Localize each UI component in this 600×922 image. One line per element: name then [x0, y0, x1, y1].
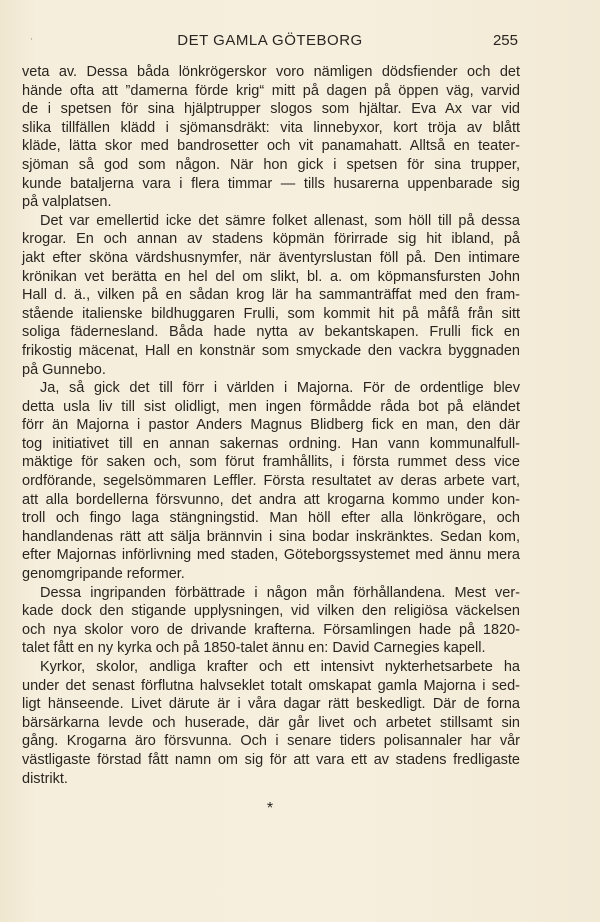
text-line: talet fått en ny kyrka och på 1850-talet ännu en: David Carnegies kapell.: [22, 640, 486, 657]
text-line: stående italienske bildhuggaren Frulli, som kommit hit på måfå från sitt: [22, 305, 520, 322]
text-line: ligt hänseende. Livet därute är i våra dagar rätt beskedligt. Där de forna: [22, 696, 520, 713]
paragraph: [22, 379, 520, 584]
paragraph: [22, 63, 520, 212]
text-line: kläde, lätta skor med bandrosetter och vit panamahatt. Alltså en teater-: [22, 138, 520, 155]
text-line: under det senast förflutna halvseklet totalt omskapat gamla Majorna i sed-: [22, 677, 520, 694]
text-line: distrikt.: [22, 770, 68, 787]
text-line: på valplatsen.: [22, 194, 112, 211]
text-line: Det var emellertid icke det sämre folket allenast, som höll till på dessa: [40, 212, 520, 229]
header-mark: ·: [30, 34, 33, 44]
text-line: sjöman så god som någon. När hon gick i spetsen för sina trupper,: [22, 156, 520, 173]
text-line: soliga fädernesland. Båda hade nytta av bekantskapen. Frulli fick en: [22, 324, 520, 341]
text-line: detta usla liv till sist olidligt, men ingen förmådde råda bot på eländet: [22, 398, 520, 415]
text-line: de i spetsen för sina hjälptrupper slogos som hjältar. Eva Ax var vid: [22, 101, 520, 118]
paragraph: [22, 584, 520, 658]
paragraph: [22, 212, 520, 379]
text-line: slika tillfällen klädd i sjömansdräkt: vita linnebyxor, kort tröja av blått: [22, 119, 520, 136]
text-line: Ja, så gick det till förr i världen i Majorna. För de ordentlige blev: [40, 380, 520, 397]
text-line: västligaste förstad fått namn om sig för att vara ett av stadens fredligaste: [22, 751, 520, 768]
text-line: och nya skolor voro de drivande krafterna. Församlingen hade på 1820-: [22, 621, 520, 638]
paragraph: [22, 658, 520, 788]
text-line: förr än Majorna i pastor Anders Magnus Blidberg fick en man, den där: [22, 417, 520, 434]
section-ornament: *: [266, 800, 274, 817]
text-line: Dessa ingripanden förbättrade i någon mån förhållandena. Mest ver-: [40, 584, 520, 601]
text-line: troll och fingo laga stängningstid. Man höll efter alla lönkrögare, och: [22, 510, 520, 527]
page-number: 255: [492, 32, 518, 49]
text-line: bärsärkarna levde och huserade, där går livet och arbetet stillsamt sin: [22, 714, 520, 731]
text-line: efter Majornas införlivning med staden, Göteborgssystemet med ännu mera: [22, 547, 520, 564]
text-line: att alla bordellerna försvunno, det andra att krogarna kommo under kon-: [22, 491, 520, 508]
text-line: jakt efter sköna värdshusnymfer, när äventyrslustan föll på. Den intimare: [22, 249, 520, 266]
text-line: krönikan vet berätta en hel del om slikt, bl. a. om köpmansfursten John: [22, 268, 520, 285]
text-line: tog initiativet till en annan sakernas ordning. Han vann kommunalfull-: [22, 435, 520, 452]
text-line: mäktige för saken och, som förut framhållits, i första rummet dess vice: [22, 454, 520, 471]
running-header: [22, 32, 518, 52]
text-line: på Gunnebo.: [22, 361, 106, 378]
text-line: kunde bataljerna vara i flera timmar — tills husarerna uppenbarade sig: [22, 175, 520, 192]
text-line: krogar. En och annan av stadens köpmän förirrade sig hit ibland, på: [22, 231, 520, 248]
text-line: Kyrkor, skolor, andliga krafter och ett intensivt nykterhetsarbete ha: [40, 659, 520, 675]
running-title: DET GAMLA GÖTEBORG: [177, 32, 363, 49]
text-line: kade dock den stigande upplysningen, vid vilken den religiösa väckelsen: [22, 603, 520, 620]
body-text: [22, 63, 520, 788]
text-line: hände ofta att ”damerna förde krig“ mitt på dagen på öppen väg, varvid: [22, 82, 520, 99]
text-line: genomgripande reformer.: [22, 566, 185, 583]
text-line: handlandenas rätt att sälja brännvin i sina bodar inskränktes. Sedan kom,: [22, 528, 520, 545]
text-line: Hall d. ä., vilken på en sådan krog lär ha sammanträffat med den fram-: [22, 287, 520, 304]
text-line: gång. Krogarna äro försvunna. Och i senare tiders polisannaler har vår: [22, 733, 520, 750]
text-line: ordförande, segelsömmaren Leffler. Första resultatet av deras arbete vart,: [22, 473, 520, 490]
text-line: frikostig mäcenat, Hall en konstnär som smyckade den vackra byggnaden: [22, 342, 520, 359]
text-line: veta av. Dessa båda lönkrögerskor voro nämligen dödsfiender och det: [22, 64, 520, 80]
